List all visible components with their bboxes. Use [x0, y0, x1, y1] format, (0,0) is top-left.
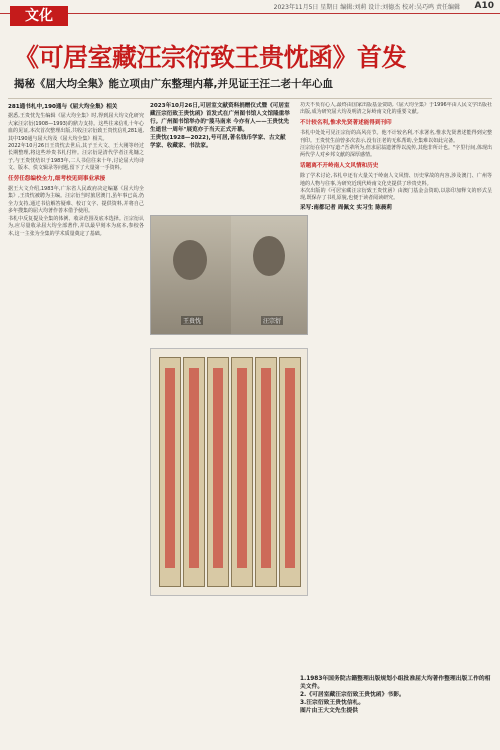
column-heading: 281通书札中,190通与《屈大均全集》相关	[8, 104, 118, 110]
photo-name-right: 汪宗衍	[263, 318, 282, 325]
intro-text: 2023年10月26日,可居室文献资料捐赠仪式暨《可居室藏汪宗衍致王贵忱函》首发式在广州图书馆人文馆隆重举行。广州图书馆举办的"蔑马南来 今亦有人——王贵忱先生逝世一周年"展览亦于当天正式开幕。	[150, 103, 290, 133]
byline: 采写:南都记者 周佩文 实习生 陈晨莉	[300, 204, 392, 211]
divider	[8, 98, 492, 99]
caption-line: 1.1983年国务院古籍整理出版规划小组批准屈大均著作整理出版工作的相关文件。	[300, 676, 491, 690]
book-volume	[255, 357, 277, 587]
headline: 《可居室藏汪宗衍致王贵忱函》首发	[14, 43, 407, 72]
paragraph: 除了学术讨论,书札中还有大量关于岭南人文风情、历史掌故的内容,涉及澳门、广州等地的人物与往事,为研究近现代岭南文化史提供了珍贵史料。	[300, 173, 492, 187]
photo-caption	[300, 675, 492, 715]
book-volume	[159, 357, 181, 587]
header-bar	[0, 0, 500, 14]
portrait-figure	[173, 240, 207, 280]
section-tag: 文化	[10, 6, 68, 26]
intro-text-2: 王贵忱(1928—2022),号可居,著名钱币学家、古文献学家、收藏家、书法家。	[150, 135, 286, 149]
paragraph: 书札中反复提及全集的体例、收录范围及底本选择。汪宗衍认为,应尽量收录屈大均全部著作,并以最早刻本为底本,参校各本,这一主张为全集的学术质量奠定了基础。	[8, 215, 144, 237]
article-column-2	[300, 102, 492, 670]
column-subheading: 不计较名利,惟求先贤著述能得到刊印	[300, 119, 392, 126]
book-volume	[183, 357, 205, 587]
caption-line: 2.《可居室藏汪宗衍致王贵忱函》书影。	[300, 692, 405, 698]
page-number: A10	[474, 1, 494, 11]
paragraph: 据悉,王贵忱先生编辑《屈大均全集》时,得到屈大均文化研究大家汪宗衍(1908—1993)的鼎力支持。这些往来信札十年心血的见证,本次首次整理出版,共收汪宗衍致王贵忱信札281通,其中190通与屈大均及《屈大均全集》相关。	[8, 113, 144, 142]
paragraph: 汪宗衍在信中写道:"吾辈所为,但求屈翁遗著得以流传,其他非所计也。"字里行间,体现出两代学人对乡邦文献的深厚感情。	[300, 145, 492, 159]
books-photo	[150, 348, 308, 596]
paragraph: 功夫不负有心人,最终由国家出版基金资助,《屈大均全集》于1996年由人民文学出版社出版,成为研究屈大均及明清之际岭南文化的重要文献。	[300, 102, 492, 116]
intro-paragraph	[150, 102, 290, 150]
subheadline: 揭秘《屈大均全集》能立项由广东整理内幕,并见证王汪二老十年心血	[14, 78, 333, 90]
paragraph: 本次出版的《可居室藏汪宗衍致王贵忱函》由澳门基金会资助,以影印加释文的形式呈现,既保存了书札原貌,也便于读者阅读研究。	[300, 188, 492, 202]
book-volume	[207, 357, 229, 587]
photo-name-left: 王贵忱	[183, 318, 202, 325]
column-subheading: 话题离不开岭南人文风情和历史	[300, 162, 379, 169]
book-volume	[279, 357, 301, 587]
date-line: 2023年11月5日 星期日 编辑:刘莉 设计:刘德杰 校对:吴巧鸣 责任编辑	[273, 4, 460, 11]
caption-line: 3.汪宗衍致王贵忱信札。	[300, 700, 365, 706]
book-volume	[231, 357, 253, 587]
portrait-photo	[150, 215, 308, 335]
caption-credit: 图片由王大文先生提供	[300, 708, 358, 714]
column-subheading: 任劳任怨编校全力,细考校见到事业承接	[8, 175, 106, 182]
paragraph: 2022年10月26日王贵忱去世后,其子王大文、王大刚等经过长期整理,将这些珍贵书札付梓。汪宗衍是清代学者汪兆镛之子,与王贵忱结识于1983年,二人书信往来十年,讨论屈大均诗文、版本、佚文辑录等问题,留下了大量第一手资料。	[8, 143, 144, 172]
portrait-figure	[253, 236, 285, 276]
article-column-1	[8, 102, 144, 742]
paragraph: 据王大文介绍,1983年,广东省人民政府决定编纂《屈大均全集》,王贵忱被聘为主编。汪宗衍当时旅居澳门,虽年事已高,仍全力支持,通过书信解答疑难、校订文字、提供资料,并将自己多年搜集的屈大均著作善本借予使用。	[8, 186, 144, 215]
paragraph: 书札中处处可见汪宗衍的高风亮节。他不计较名利,不求署名,惟求先贤著述能得到完整刊印。王贵忱生前曾多次表示,没有汪老的无私帮助,全集难以如此完备。	[300, 130, 492, 144]
